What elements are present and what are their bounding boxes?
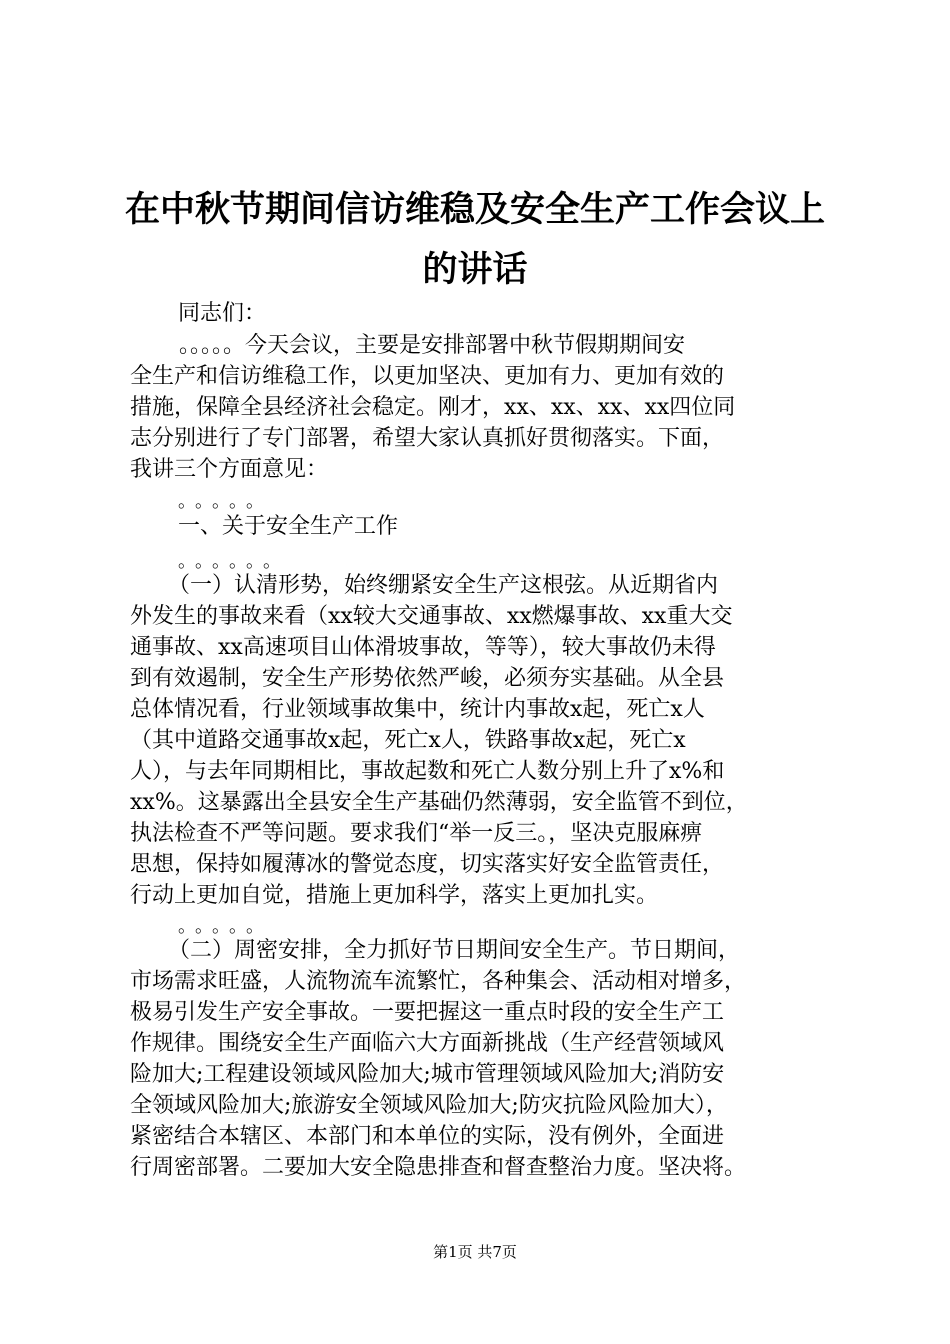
paragraph-line: 市场需求旺盛，人流物流车流繁忙，各种集会、活动相对增多，	[130, 969, 747, 994]
paragraph-line: 志分别进行了专门部署，希望大家认真抓好贯彻落实。下面，	[130, 426, 725, 451]
paragraph-line: 全领域风险加大;旅游安全领域风险加大;防灾抗险风险加大），	[130, 1093, 728, 1118]
page-footer: 第1页 共7页	[433, 1243, 517, 1261]
paragraph-line: xx%。这暴露出全县安全生产基础仍然薄弱，安全监管不到位，	[130, 790, 748, 815]
paragraph-line: （二）周密安排，全力抓好节日期间安全生产。节日期间，	[157, 938, 741, 963]
paragraph-line: 我讲三个方面意见：	[130, 457, 329, 482]
paragraph-line: 思想，保持如履薄冰的警觉态度，切实落实好安全监管责任，	[130, 852, 725, 877]
paragraph-line: 行动上更加自觉，措施上更加科学，落实上更加扎实。	[130, 883, 659, 908]
paragraph-line: 。。。。。今天会议，主要是安排部署中秋节假期期间安	[157, 333, 686, 358]
paragraph-line: 通事故、xx高速项目山体滑坡事故，等等），较大事故仍未得	[130, 635, 716, 660]
paragraph-line: 执法检查不严等问题。要求我们“举一反三。，坚决克服麻痹	[130, 821, 703, 846]
paragraph-line: 极易引发生产安全事故。一要把握这一重点时段的安全生产工	[130, 1000, 725, 1025]
paragraph-line: 作规律。围绕安全生产面临六大方面新挑战（生产经营领域风	[130, 1031, 725, 1056]
dot-separator: 。。。。。	[178, 491, 272, 512]
paragraph-line: 全生产和信访维稳工作，以更加坚决、更加有力、更加有效的	[130, 364, 725, 389]
paragraph-line: 到有效遏制，安全生产形势依然严峻，必须夯实基础。从全县	[130, 666, 725, 691]
document-title-line-1: 在中秋节期间信访维稳及安全生产工作会议上	[124, 189, 825, 230]
paragraph-line: 外发生的事故来看（xx较大交通事故、xx燃爆事故、xx重大交	[130, 604, 733, 629]
document-title-line-2: 的讲话	[422, 249, 528, 290]
section-heading: 一、关于安全生产工作	[178, 514, 399, 539]
dot-separator: 。。。。。。	[178, 551, 289, 572]
salutation: 同志们：	[178, 301, 267, 326]
paragraph-line: 总体情况看，行业领域事故集中，统计内事故x起，死亡x人	[130, 697, 705, 722]
paragraph-line: 人），与去年同期相比，事故起数和死亡人数分别上升了x%和	[130, 759, 725, 784]
paragraph-line: （其中道路交通事故x起，死亡x人，铁路事故x起，死亡x	[130, 728, 686, 753]
paragraph-line: 险加大;工程建设领域风险加大;城市管理领域风险加大;消防安	[130, 1062, 725, 1087]
paragraph-line: 行周密部署。二要加大安全隐患排查和督查整治力度。坚决将。	[130, 1155, 747, 1180]
paragraph-line: （一）认清形势，始终绷紧安全生产这根弦。从近期省内	[157, 573, 719, 598]
paragraph-line: 紧密结合本辖区、本部门和本单位的实际，没有例外，全面进	[130, 1124, 725, 1149]
dot-separator: 。。。。。	[178, 916, 272, 937]
paragraph-line: 措施，保障全县经济社会稳定。刚才，xx、xx、xx、xx四位同	[130, 395, 736, 420]
